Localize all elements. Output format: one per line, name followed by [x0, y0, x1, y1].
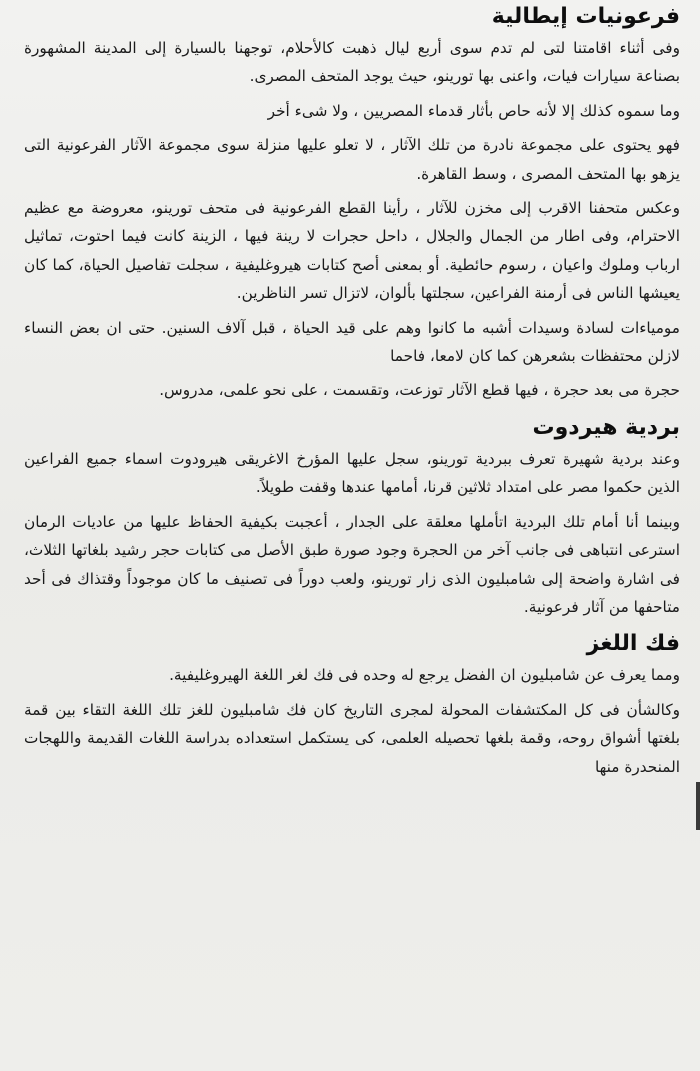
paragraph: مومياءات لسادة وسيدات أشبه ما كانوا وهم على قيد الحياة ، قبل آلاف السنين. حتى ان بعض النساء لازلن محتفظات بشعرهن كما كان لامعا، فاحما — [24, 318, 680, 366]
section-heading-solving-the-riddle: فك اللغز — [586, 631, 680, 657]
paragraph: وفى أثناء اقامتنا لتى لم تدم سوى أربع ليال ذهبت كالأحلام، توجهنا بالسيارة إلى المدينة المشهورة بصناعة سيارات فيات، واعنى بها تورينو، حيث يوجد المتحف المصرى. — [24, 39, 680, 86]
section-heading-herodotus-papyrus: بردية هيردوت — [532, 414, 680, 440]
paragraph: ومما يعرف عن شامبليون ان الفضل يرجع له وحده فى فك لغر اللغة الهيروغليفية. — [169, 666, 680, 685]
section-heading-italian-pharaonics: فرعونيات إيطالية — [491, 4, 680, 29]
paragraph: حجرة مى بعد حجرة ، فيها قطع الآثار توزعت، وتقسمت ، على نحو علمى، مدروس. — [159, 381, 680, 400]
paragraph: فهو يحتوى على مجموعة نادرة من تلك الآثار ، لا تعلو عليها منزلة سوى مجموعة الآثار الفرعونية التى يزهو بها المتحف المصرى ، وسط القاهرة. — [24, 136, 680, 183]
page-edge-mark — [696, 782, 700, 830]
paragraph: وكالشأن فى كل المكتشفات المحولة لمجرى التاريخ كان فك شامبليون للغز تلك اللغة التقاء بين قمة بلغتها أشواق روحه، وقمة بلغها تحصيله العلمى، كى يستكمل استعداده بدراسة اللغات القديمة واللهجات المنحدرة منها — [24, 700, 680, 776]
paragraph: وعكس متحفنا الاقرب إلى مخزن للآثار ، رأينا القطع الفرعونية فى متحف تورينو، معروضة مع عظيم الاحترام، وفى اطار من الجمال والجلال ، داحل حجرات لا رينة فيها ، الزينة كانت فيما احتوت، تماثيل ارباب وملوك واعيان ، رسوم حائطية. أو بمعنى أصح كتابات هيروغليفية ، سجلت تفاصيل الحياة، كما كان يعيشها الناس فى أرمنة الفراعين، سجلتها بألوان، لاتزال تسر الناظرين. — [24, 199, 680, 303]
paragraph: وما سموه كذلك إلا لأنه حاص بأثار قدماء المصريين ، ولا شىء أخر — [267, 101, 680, 120]
article-column — [24, 0, 680, 787]
paragraph: وبينما أنا أمام تلك البردية اتأملها معلقة على الجدار ، أعجبت بكيفية الحفاظ عليها من عاديات الرمان استرعى انتباهى فى جانب آخر من الحجرة وجود صورة طبق الأصل مى كتابات حجر رشيد بلغاتها الثلاث، فى اشارة واضحة إلى شامبليون الذى زار تورينو، ولعب دوراً فى تصنيف ما كان موجوداً وقتذاك فى أحد متاحفها من آثار فرعونية. — [24, 512, 680, 616]
paragraph: وعند بردية شهيرة تعرف ببردية تورينو، سجل عليها المؤرخ الاغريقى هيرودوت اسماء جميع الفراعين الذين حكموا مصر على امتداد ثلاثين قرنا، أمامها عندها وقفت طويلاً. — [24, 449, 680, 497]
